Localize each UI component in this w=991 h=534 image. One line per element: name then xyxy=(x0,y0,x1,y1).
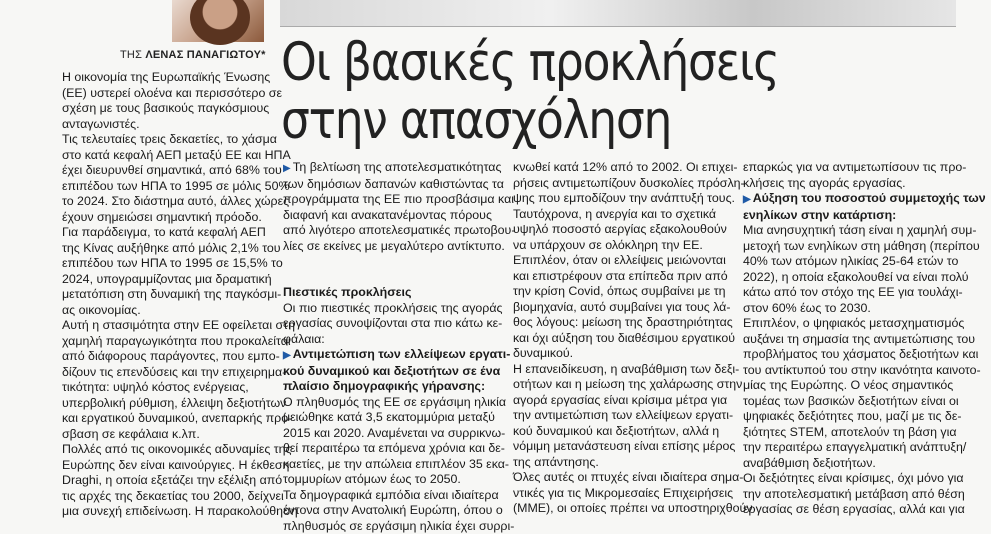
text-line xyxy=(743,160,958,176)
column-3 xyxy=(513,160,731,517)
text-line-content: της Κίνας αυξήθηκε από μόλις 2,1% του xyxy=(62,241,281,255)
text-line xyxy=(513,424,731,440)
text-line-content: φάλαια: xyxy=(283,332,325,346)
text-line-content: ψης που εμποδίζουν την ανάπτυξή τους. xyxy=(513,191,735,205)
text-line xyxy=(62,473,272,489)
text-line xyxy=(743,378,958,394)
text-line-content: του αντίκτυπού του στην ικανότητα καινοτο- xyxy=(743,363,981,377)
text-line-content: 2015 και 2020. Αναμένεται να συρρικνω- xyxy=(283,426,505,440)
text-line-content: Ταυτόχρονα, η ανεργία και το σχετικά xyxy=(513,207,716,221)
text-line-content: επιπέδου των ΗΠΑ το 1995 σε 15,5% το xyxy=(62,256,283,270)
text-line xyxy=(283,223,501,239)
text-line xyxy=(283,347,501,364)
byline xyxy=(120,49,266,61)
text-line xyxy=(283,239,501,255)
title-line: Οι βασικές προκλήσεις xyxy=(281,34,866,92)
text-line-content: ντικές για τις Μικρομεσαίες Επιχειρήσεις xyxy=(513,486,733,500)
text-line xyxy=(513,501,731,517)
text-line xyxy=(62,380,272,396)
text-line-content: λίες σε εκείνες με μεγαλύτερο αντίκτυπο. xyxy=(283,239,505,253)
text-line xyxy=(283,503,501,519)
text-line-content: 40% των ατόμων ηλικίας 25-64 ετών το xyxy=(743,254,958,268)
text-line-content: θεί περαιτέρω τα επόμενα χρόνια και δε- xyxy=(283,441,505,455)
text-line xyxy=(743,394,958,410)
text-line-content: Οι δεξιότητες είναι κρίσιμες, όχι μόνο για xyxy=(743,471,964,485)
text-line-content: την αποτελεσματική μετάβαση από θέση xyxy=(743,487,965,501)
author-photo xyxy=(172,0,264,42)
text-line xyxy=(62,303,272,319)
text-line-content: Η επανειδίκευση, η αναβάθμιση των δεξι- xyxy=(513,362,739,376)
article-title xyxy=(281,34,866,150)
text-line-content: Οι πιο πιεστικές προκλήσεις της αγοράς xyxy=(283,301,502,315)
text-line-content: πληθυσμός σε εργάσιμη ηλικία έχει συρρι- xyxy=(283,519,514,533)
text-line xyxy=(283,457,501,473)
text-line-content: διαφανή και ανακατανέμοντας πόρους xyxy=(283,208,492,222)
text-line-content: την περαιτέρω επαγγελματική ανάπτυξη/ xyxy=(743,440,966,454)
text-line-content: την αντιμετώπιση των ελλείψεων εργατι- xyxy=(513,408,733,422)
text-line xyxy=(743,440,958,456)
text-line-content: οτήτων και η μείωση της χαλάρωσης στην xyxy=(513,377,742,391)
text-line-content: Όλες αυτές οι πτυχές είναι ιδιαίτερα σημα- xyxy=(513,470,743,484)
text-line xyxy=(513,176,731,192)
text-line xyxy=(62,70,272,86)
text-line-content: βιομηχανία, αυτό συμβαίνει για τους λά- xyxy=(513,300,730,314)
text-line-content: εργασίας συνοψίζονται στα πιο κάτω κε- xyxy=(283,316,502,330)
bullet-triangle-icon: ▶ xyxy=(283,350,291,361)
text-line-content: προγράμματα της ΕΕ πιο προσβάσιμα και xyxy=(283,192,514,206)
text-line xyxy=(513,486,731,502)
text-line xyxy=(513,191,731,207)
text-line xyxy=(62,272,272,288)
text-line xyxy=(62,427,272,443)
text-line xyxy=(62,504,272,520)
text-line xyxy=(283,192,501,208)
text-line-content: Η οικονομία της Ευρωπαϊκής Ένωσης xyxy=(62,70,270,84)
text-line xyxy=(743,332,958,348)
text-line xyxy=(513,315,731,331)
text-line xyxy=(62,117,272,133)
text-line-content: σβαση σε κεφάλαια κ.λπ. xyxy=(62,427,200,441)
text-line xyxy=(62,225,272,241)
text-line-content: εργασίας σε θέση εργασίας, αλλά και για xyxy=(743,502,965,516)
text-line-content: των δημόσιων δαπανών καθιστώντας τα xyxy=(283,177,504,191)
text-line-content: υψηλό ποσοστό αεργίας εξακολουθούν xyxy=(513,222,727,236)
text-line-content: θος λόγους: μείωση της δραστηριότητας xyxy=(513,315,733,329)
text-line xyxy=(62,489,272,505)
text-line xyxy=(62,241,272,257)
text-line xyxy=(62,458,272,474)
text-line-content: (ΕΕ) υστερεί ολοένα και περισσότερο σε xyxy=(62,86,282,100)
text-line-content: Αύξηση του ποσοστού συμμετοχής των xyxy=(753,191,986,205)
text-line xyxy=(62,349,272,365)
text-line-content: μετοχή των ενηλίκων στη μάθηση (περίπου xyxy=(743,239,980,253)
text-line xyxy=(743,487,958,503)
title-line: στην απασχόληση xyxy=(281,92,866,150)
text-line xyxy=(283,270,501,286)
text-line xyxy=(743,239,958,255)
text-line-content: ανταγωνιστές. xyxy=(62,117,140,131)
text-line xyxy=(743,409,958,425)
text-line-content: τομέας των βασικών δεξιοτήτων είναι οι xyxy=(743,394,959,408)
text-line xyxy=(513,408,731,424)
byline-author: ΛΕΝΑΣ ΠΑΝΑΓΙΩΤΟΥ* xyxy=(145,49,265,61)
text-line-content: Αντιμετώπιση των ελλείψεων εργατι- xyxy=(293,347,511,361)
text-line-content: Τη βελτίωση της αποτελεσματικότητας xyxy=(293,160,502,174)
text-line xyxy=(283,395,501,411)
text-line-content: επαρκώς για να αντιμετωπίσουν τις προ- xyxy=(743,160,966,174)
text-line xyxy=(62,396,272,412)
text-line-content: χαμηλή παραγωγικότητα που προκαλείται xyxy=(62,334,291,348)
column-1 xyxy=(62,70,272,520)
text-line xyxy=(62,442,272,458)
text-line-content: το 2024. Στο διάστημα αυτό, άλλες χώρες xyxy=(62,194,289,208)
text-line-content: στο κατά κεφαλή ΑΕΠ μεταξύ ΕΕ και ΗΠΑ xyxy=(62,148,291,162)
text-line xyxy=(513,362,731,378)
text-line xyxy=(283,208,501,224)
text-line-content: έντονα στην Ανατολική Ευρώπη, όπου ο xyxy=(283,503,503,517)
column-4 xyxy=(743,160,958,518)
text-line-content: από διάφορους παράγοντες, που εμπο- xyxy=(62,349,280,363)
text-line-content: από λιγότερο αποτελεσματικές πρωτοβου- xyxy=(283,223,515,237)
bullet-triangle-icon: ▶ xyxy=(743,194,751,205)
header-photo xyxy=(280,0,956,27)
text-line-content: ενηλίκων στην κατάρτιση: xyxy=(743,208,896,222)
text-line-content: έχουν σημειώσει σημαντική πρόοδο. xyxy=(62,210,262,224)
text-line xyxy=(513,284,731,300)
text-line-content: μετατόπιση στη δυναμική της παγκόσμι- xyxy=(62,287,281,301)
text-line-content: 2022), η οποία εξακολουθεί να είναι πολύ xyxy=(743,270,968,284)
text-line xyxy=(743,347,958,363)
text-line xyxy=(283,160,501,177)
text-line xyxy=(743,208,958,224)
text-line-content: ψηφιακές δεξιότητες που, μαζί με τις δε- xyxy=(743,409,961,423)
text-line-content: κλήσεις της αγοράς εργασίας. xyxy=(743,176,906,190)
text-line-content: Μια ανησυχητική τάση είναι η χαμηλή συμ- xyxy=(743,223,977,237)
text-line xyxy=(283,410,501,426)
text-line-content: καετίες, με την απώλεια επιπλέον 35 εκα- xyxy=(283,457,509,471)
text-line xyxy=(62,148,272,164)
text-line xyxy=(62,365,272,381)
text-line xyxy=(513,222,731,238)
text-line xyxy=(743,191,958,208)
text-line xyxy=(62,179,272,195)
text-line-content: μια συνεχή επιδείνωση. Η παρακολούθηση xyxy=(62,504,298,518)
text-line xyxy=(283,285,501,301)
text-line-content: Τα δημογραφικά εμπόδια είναι ιδιαίτερα xyxy=(283,488,499,502)
text-line-content: πλαίσιο δημογραφικής γήρανσης: xyxy=(283,379,485,393)
text-line xyxy=(62,318,272,334)
text-line-content: κνωθεί κατά 12% από το 2002. Οι επιχει- xyxy=(513,160,738,174)
text-line xyxy=(513,393,731,409)
text-line xyxy=(513,346,731,362)
text-line xyxy=(743,425,958,441)
text-line xyxy=(62,163,272,179)
text-line xyxy=(743,456,958,472)
text-line xyxy=(513,269,731,285)
text-line-content: και επιστρέφουν στα επίπεδα πριν από xyxy=(513,269,728,283)
text-line xyxy=(743,363,958,379)
text-line-content: δίζουν τις επενδύσεις και την επιχειρημα- xyxy=(62,365,286,379)
text-line-content: αναβάθμιση δεξιοτήτων. xyxy=(743,456,876,470)
text-line xyxy=(283,177,501,193)
text-line xyxy=(283,426,501,442)
text-line-content: αυξάνει τη σημασία της αντιμετώπισης του xyxy=(743,332,975,346)
text-line xyxy=(513,300,731,316)
text-line xyxy=(513,160,731,176)
text-line-content: ρήσεις αντιμετωπίζουν δυσκολίες πρόσλη- xyxy=(513,176,745,190)
text-line xyxy=(743,301,958,317)
text-line xyxy=(743,176,958,192)
text-line-content: τικότητα: υψηλό κόστος ενέργειας, xyxy=(62,380,249,394)
text-line-content: την κρίση Covid, όπως συμβαίνει με τη xyxy=(513,284,726,298)
text-line-content: νόμιμη μετανάστευση είναι επίσης μέρος xyxy=(513,439,735,453)
text-line-content: μίας της Ευρώπης. Ο νέος σημαντικός xyxy=(743,378,953,392)
text-line-content: Για παράδειγμα, το κατά κεφαλή ΑΕΠ xyxy=(62,225,266,239)
text-line-content: κού δυναμικού και δεξιοτήτων σε ένα xyxy=(283,364,500,378)
text-line-content: Αυτή η στασιμότητα στην ΕΕ οφείλεται στη xyxy=(62,318,295,332)
text-line xyxy=(513,470,731,486)
text-line-content: επιπέδου των ΗΠΑ το 1995 σε μόλις 50% xyxy=(62,179,289,193)
text-line-content: 2024, υπογραμμίζοντας μια δραματική xyxy=(62,272,272,286)
text-line-content: (ΜΜΕ), οι οποίες πρέπει να υποστηριχθούν xyxy=(513,501,753,515)
text-line xyxy=(283,364,501,380)
text-line xyxy=(513,439,731,455)
text-line-content: δυναμικού. xyxy=(513,346,573,360)
text-line xyxy=(62,86,272,102)
text-line-content: Επιπλέον, ο ψηφιακός μετασχηματισμός xyxy=(743,316,964,330)
text-line xyxy=(513,253,731,269)
text-line xyxy=(62,334,272,350)
bullet-triangle-icon: ▶ xyxy=(283,163,291,174)
text-line xyxy=(743,502,958,518)
text-line xyxy=(743,316,958,332)
text-line-content: Πολλές από τις οικονομικές αδυναμίες της xyxy=(62,442,292,456)
text-line xyxy=(743,270,958,286)
text-line xyxy=(62,287,272,303)
text-line xyxy=(513,207,731,223)
text-line-content: και εργατικού δυναμικού, ανεπαρκής πρό- xyxy=(62,411,292,425)
text-line-content: ας οικονομίας. xyxy=(62,303,141,317)
text-line xyxy=(283,472,501,488)
text-line-content: Ευρώπης δεν είναι καινούργιες. Η έκθεση xyxy=(62,458,289,472)
text-line xyxy=(283,332,501,348)
text-line-content: αγορά εργασίας είναι κρίσιμα μέτρα για xyxy=(513,393,727,407)
text-line-content: ξιότητες STEM, αποτελούν τη βάση για xyxy=(743,425,957,439)
text-line xyxy=(62,256,272,272)
text-line xyxy=(62,132,272,148)
text-line-content: και όχι αύξηση του διαθέσιμου εργατικού xyxy=(513,331,735,345)
text-line-content: στον 60% έως το 2030. xyxy=(743,301,871,315)
text-line-content: προβλήματος του χάσματος δεξιοτήτων και xyxy=(743,347,978,361)
text-line xyxy=(513,455,731,471)
text-line xyxy=(283,301,501,317)
text-line xyxy=(743,471,958,487)
column-2 xyxy=(283,160,501,534)
text-line-content: να υπάρχουν σε ολόκληρη την ΕΕ. xyxy=(513,238,703,252)
text-line xyxy=(283,488,501,504)
text-line xyxy=(62,194,272,210)
text-line-content: σχέση με τους βασικούς παγκόσμιους xyxy=(62,101,269,115)
text-line xyxy=(513,331,731,347)
text-line xyxy=(513,238,731,254)
text-line-content: Πιεστικές προκλήσεις xyxy=(283,285,411,299)
text-line xyxy=(743,285,958,301)
text-line xyxy=(283,379,501,395)
text-line-content: κού δυναμικού και δεξιοτήτων, αλλά η xyxy=(513,424,719,438)
text-line xyxy=(62,210,272,226)
text-line xyxy=(283,316,501,332)
text-line xyxy=(743,223,958,239)
text-line-content: τις αρχές της δεκαετίας του 2000, δείχνει xyxy=(62,489,284,503)
text-line xyxy=(62,101,272,117)
text-line-content: Τις τελευταίες τρεις δεκαετίες, το χάσμα xyxy=(62,132,277,146)
text-line-content: Ο πληθυσμός της ΕΕ σε εργάσιμη ηλικία xyxy=(283,395,506,409)
text-line-content: Επιπλέον, όταν οι ελλείψεις μειώνονται xyxy=(513,253,726,267)
text-line xyxy=(283,441,501,457)
text-line xyxy=(283,519,501,534)
text-line xyxy=(283,254,501,270)
text-line-content: τομμυρίων ατόμων έως το 2050. xyxy=(283,472,461,486)
text-line xyxy=(513,377,731,393)
text-line-content: Draghi, η οποία εξετάζει την εξέλιξη από xyxy=(62,473,282,487)
text-line xyxy=(62,411,272,427)
text-line-content: κάτω από τον στόχο της ΕΕ για τουλάχι- xyxy=(743,285,963,299)
text-line-content: έχει διευρυνθεί σημαντικά, από 68% του xyxy=(62,163,282,177)
text-line-content: μειώθηκε κατά 3,5 εκατομμύρια μεταξύ xyxy=(283,410,495,424)
byline-prefix: ΤΗΣ xyxy=(120,49,145,61)
text-line xyxy=(743,254,958,270)
text-line-content: της απάντησης. xyxy=(513,455,599,469)
text-line-content: υπερβολική ρύθμιση, έλλειψη δεξιοτήτων xyxy=(62,396,286,410)
